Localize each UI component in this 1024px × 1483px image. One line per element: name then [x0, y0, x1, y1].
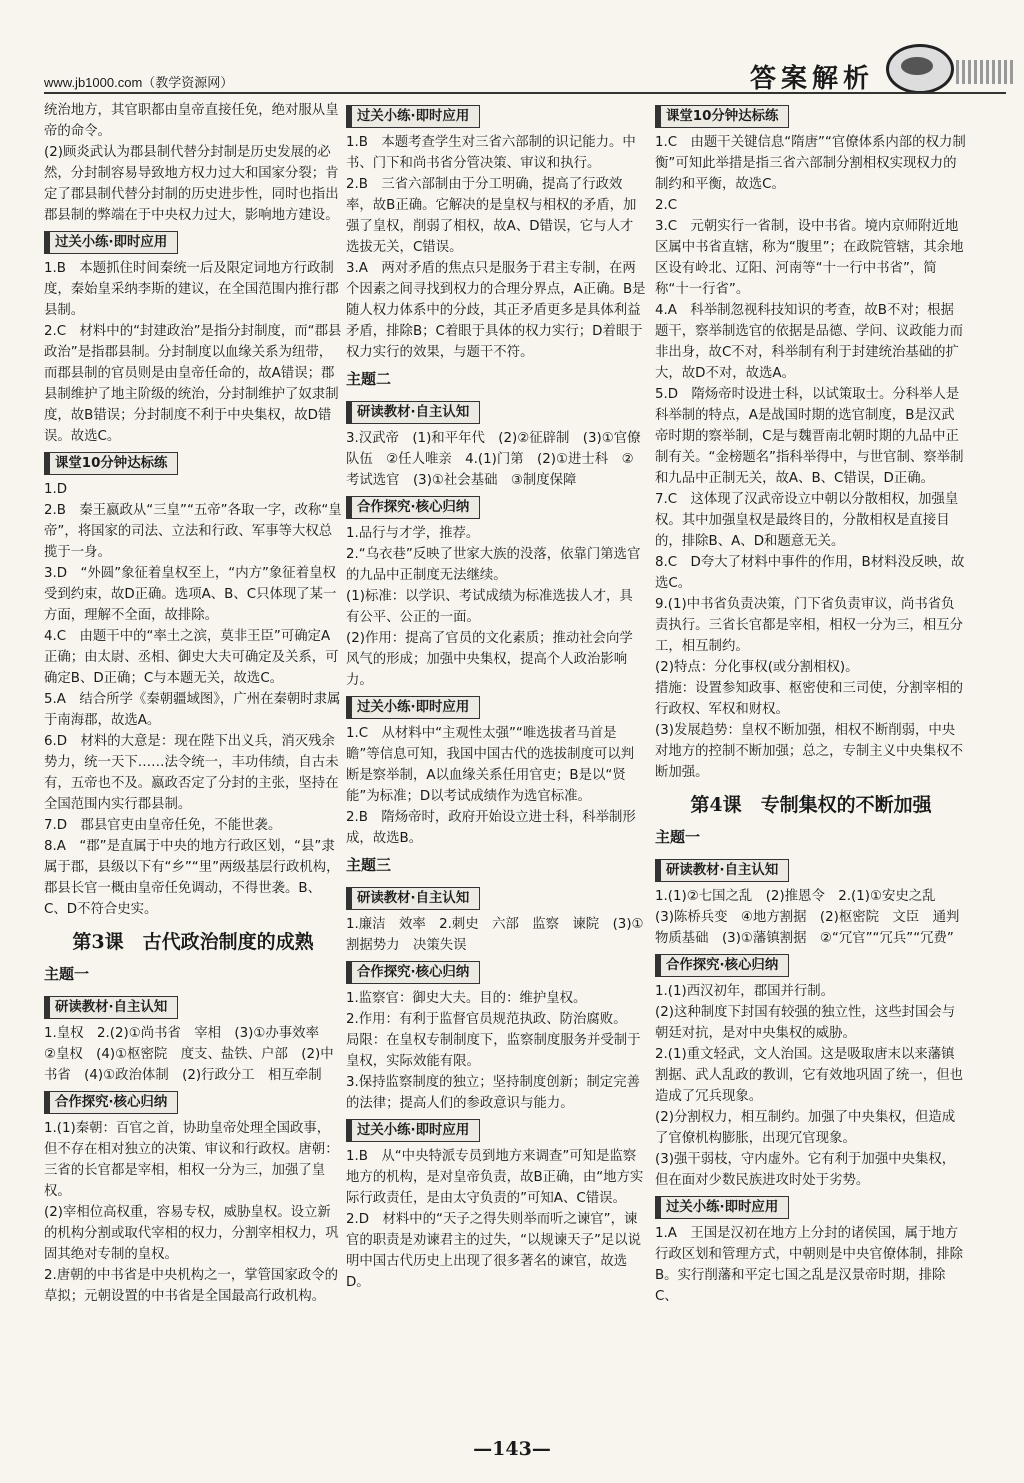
answer-paragraph: 2.作用：有利于监督官员规范执政、防治腐败。 — [346, 1012, 627, 1027]
answer-paragraph: 6.D 材料的大意是：现在陛下出义兵，消灭残余势力，统一天下……法令统一，丰功伟绩，自古未有，五帝也不及。嬴政否定了分封的主张，坚持在全国范围内实行郡县制。 — [44, 734, 339, 812]
answer-paragraph: 1.B 从“中央特派专员到地方来调查”可知是监察地方的机构，是对皇帝负责，故B正确，由“地方实际行政责任，是由太守负责的”可知A、C错误。 — [346, 1149, 644, 1206]
section-heading-row — [346, 956, 646, 988]
answer-paragraph: 2.D 材料中的“天子之得失则举而听之谏官”，谏官的职责是劝谏君主的过失，“以规谏天子”足以说明中国古代历史上出现了很多著名的谏官，故选D。 — [346, 1212, 642, 1290]
answer-paragraph: 1.B 本题抓住时间秦统一后及限定词地方行政制度，秦始皇采纳李斯的建议，在全国范围内推行郡县制。 — [44, 261, 339, 318]
section-heading: 课堂10分钟达标练 — [655, 105, 789, 128]
section-heading-row — [44, 991, 342, 1023]
page-number: —143— — [473, 1438, 551, 1460]
section-heading-row — [655, 854, 967, 886]
answer-paragraph: 1.(1)②七国之乱 (2)推恩令 2.(1)①安史之乱 (3)陈桥兵变 ④地方割据 (2)枢密院 文臣 通判 物质基础 (3)①藩镇割据 ②“冗官”“冗兵”“冗费” — [655, 889, 973, 946]
answer-paragraph: 1.C 从材料中“主观性太强”“唯选拔者马首是瞻”等信息可知，我国中国古代的选拔制度可以判断是察举制，A以血缘关系任用官吏；B是以“贤能”为标准；D以考试成绩作为选官标准。 — [346, 726, 635, 804]
lesson-title: 第3课 古代政治制度的成熟 — [72, 931, 314, 953]
section-heading: 研读教材·自主认知 — [44, 996, 178, 1019]
section-heading-row — [346, 691, 646, 723]
section-heading: 过关小练·即时应用 — [655, 1196, 789, 1219]
section-heading: 研读教材·自主认知 — [346, 401, 480, 424]
section-heading: 合作探究·核心归纳 — [44, 1091, 178, 1114]
answer-paragraph: 5.A 结合所学《秦朝疆域图》，广州在秦朝时隶属于南海郡，故选A。 — [44, 692, 341, 728]
topic-heading: 主题二 — [346, 370, 392, 388]
answer-paragraph: (3)发展趋势：皇权不断加强，相权不断削弱，中央对地方的控制不断加强；总之，专制主义中央集权不断加强。 — [655, 723, 963, 780]
section-heading-row — [346, 491, 646, 523]
answer-paragraph: 2.B 秦王嬴政从“三皇”“五帝”各取一字，改称“皇帝”，将国家的司法、立法和行政、军事等大权总揽于一身。 — [44, 503, 342, 560]
section-heading: 课堂10分钟达标练 — [44, 452, 178, 475]
answer-paragraph: 4.A 科举制忽视科技知识的考查，故B不对；根据题干，察举制选官的依据是品德、学问、议政能力而非出身，故C不对，科举制有利于封建统治基础的扩大，故D不对，故选A。 — [655, 303, 963, 381]
section-heading: 合作探究·核心归纳 — [346, 961, 480, 984]
answer-paragraph: 1.皇权 2.(2)①尚书省 宰相 (3)①办事效率 ②皇权 (4)①枢密院 度支、盐铁、户部 (2)中书省 (4)①政治体制 (2)行政分工 相互牵制 — [44, 1026, 334, 1083]
answer-paragraph: 3.汉武帝 (1)和平年代 (2)②征辟制 (3)①官僚队伍 ②任人唯亲 4.(1)门第 (2)①进士科 ②考试选官 (3)①社会基础 ③制度保障 — [346, 431, 641, 488]
answer-paragraph: (1)标准：以学识、考试成绩为标准选拔人才，具有公平、公正的一面。 — [346, 589, 633, 625]
answer-paragraph: 3.保持监察制度的独立；坚持制度创新；制定完善的法律；提高人们的参政意识与能力。 — [346, 1075, 640, 1111]
section-heading: 过关小练·即时应用 — [346, 696, 480, 719]
section-heading: 过关小练·即时应用 — [346, 105, 480, 128]
answer-paragraph: 3.C 元朝实行一省制，设中书省。境内京师附近地区属中书省直辖，称为“腹里”；在政院管辖，其余地区设有岭北、辽阳、河南等“十一行中书省”，简称“十一行省”。 — [655, 219, 964, 297]
column-middle — [346, 100, 646, 1293]
section-heading: 过关小练·即时应用 — [44, 231, 178, 254]
answer-paragraph: 1.D — [44, 482, 68, 497]
answer-paragraph: 2.C — [655, 198, 678, 213]
answer-paragraph: 1.监察官：御史大夫。目的：维护皇权。 — [346, 991, 587, 1006]
section-heading-row — [346, 882, 646, 914]
answer-paragraph: 5.D 隋炀帝时设进士科，以试策取士。分科举人是科举制的特点，A是战国时期的选官制度，B是汉武帝时期的察举制，C是与魏晋南北朝时期的九品中正制有关。“金榜题名”指科举得中，与世官制、察举制和九品中正制无关，故A、B、C错误，D正确。 — [655, 387, 964, 486]
section-heading-row — [44, 1086, 342, 1118]
section-heading: 合作探究·核心归纳 — [346, 496, 480, 519]
page-header — [0, 0, 1024, 96]
lesson-title: 第4课 专制集权的不断加强 — [690, 794, 932, 816]
header-rule — [44, 92, 1006, 94]
answer-paragraph: 1.A 王国是汉初在地方上分封的诸侯国，属于地方行政区划和管理方式，中朝则是中央官僚体制，排除B。实行削藩和平定七国之乱是汉景帝时期，排除C、 — [655, 1226, 963, 1304]
answer-paragraph: 8.A “郡”是直属于中央的地方行政区划，“县”隶属于郡，县级以下有“乡”“里”两级基层行政机构，郡县长官一概由皇帝任免调动，不得世袭。B、C、D不符合史实。 — [44, 839, 340, 917]
section-heading-row — [44, 226, 342, 258]
answer-paragraph: (2)顾炎武认为郡县制代替分封制是历史发展的必然，分封制容易导致地方权力过大和国家分裂；肯定了郡县制代替分封制的历史进步性，同时也指出郡县制的弊端在于中央权力过大，影响地方建设。 — [44, 145, 339, 223]
column-right — [655, 100, 973, 1307]
answer-paragraph: 7.D 郡县官吏由皇帝任免，不能世袭。 — [44, 818, 282, 833]
answer-paragraph: 措施：设置参知政事、枢密使和三司使，分割宰相的行政权、军权和财权。 — [655, 681, 963, 717]
answer-paragraph: 2.(1)重文轻武，文人治国。这是吸取唐末以来藩镇割据、武人乱政的教训，它有效地巩固了统一，但也造成了冗兵现象。 — [655, 1047, 963, 1104]
answer-paragraph: (2)这种制度下封国有较强的独立性，这些封国会与朝廷对抗，是对中央集权的威胁。 — [655, 1005, 956, 1041]
answer-paragraph: 8.C D夸大了材料中事件的作用，B材料没反映，故选C。 — [655, 555, 965, 591]
column-left — [44, 100, 342, 1307]
section-heading: 合作探究·核心归纳 — [655, 954, 789, 977]
site-url: www.jb1000.com（教学资源网） — [44, 75, 234, 90]
answer-paragraph: 7.C 这体现了汉武帝设立中朝以分散相权，加强皇权。其中加强皇权是最终目的，分散相权是直接目的，排除B、A、D和题意无关。 — [655, 492, 959, 549]
answer-paragraph: 2.“乌衣巷”反映了世家大族的没落，依靠门第选官的九品中正制度无法继续。 — [346, 547, 641, 583]
answer-paragraph: 9.(1)中书省负责决策，门下省负责审议，尚书省负责执行。三省长官都是宰相，相权一分为三，相互分工，相互制约。 — [655, 597, 963, 654]
section-heading-row — [346, 100, 646, 132]
topic-heading: 主题一 — [44, 965, 90, 983]
answer-paragraph: 1.廉洁 效率 2.刺史 六部 监察 谏院 (3)①割据势力 决策失误 — [346, 917, 644, 953]
answer-paragraph: 2.B 隋炀帝时，政府开始设立进士科，科举制形成，故选B。 — [346, 810, 636, 846]
answer-paragraph: (2)特点：分化事权(或分割相权)。 — [655, 660, 859, 675]
header-title: 答案解析 — [750, 64, 875, 94]
topic-heading: 主题一 — [655, 828, 701, 846]
answer-paragraph: (2)分割权力，相互制约。加强了中央集权，但造成了官僚机构膨胀，出现冗官现象。 — [655, 1110, 956, 1146]
section-heading-row — [44, 447, 342, 479]
section-heading-row — [655, 1191, 967, 1223]
section-heading-row — [346, 396, 646, 428]
answer-paragraph: 1.B 本题考查学生对三省六部制的识记能力。中书、门下和尚书省分管决策、审议和执行。 — [346, 135, 636, 171]
answer-paragraph: 统治地方，其官职都由皇帝直接任免，绝对服从皇帝的命令。 — [44, 103, 339, 139]
answer-paragraph: 3.D “外圆”象征着皇权至上，“内方”象征着皇权受到约束，故D正确。选项A、B、C只体现了某一方面，理解不全面，故排除。 — [44, 566, 337, 623]
decorative-stripes — [956, 60, 1014, 84]
answer-paragraph: 1.(1)西汉初年，郡国并行制。 — [655, 984, 835, 999]
section-heading: 过关小练·即时应用 — [346, 1119, 480, 1142]
answer-paragraph: 2.C 材料中的“封建政治”是指分封制度，而“郡县政治”是指郡县制。分封制度以血缘关系为纽带，而郡县制的官员则是由皇帝任命的，故A错误；郡县制维护了地主阶级的统治，分封制维护了奴隶制度，故B错误；分封制度不利于中央集权，故D错误。故选C。 — [44, 324, 342, 444]
section-heading-row — [655, 100, 967, 132]
answer-paragraph: 2.唐朝的中书省是中央机构之一，掌管国家政令的草拟；元朝设置的中书省是全国最高行政机构。 — [44, 1268, 338, 1304]
topic-heading: 主题三 — [346, 856, 392, 874]
answer-paragraph: 1.C 由题干关键信息“隋唐”“官僚体系内部的权力制衡”可知此举措是指三省六部制分割相权实现权力的制约和平衡，故选C。 — [655, 135, 966, 192]
section-heading-row — [655, 949, 967, 981]
answer-paragraph: 局限：在皇权专制制度下，监察制度服务并受制于皇权，实际效能有限。 — [346, 1033, 641, 1069]
answer-paragraph: 1.(1)秦朝：百官之首，协助皇帝处理全国政事，但不存在相对独立的决策、审议和行政权。唐朝：三省的长官都是宰相，相权一分为三，加强了皇权。 — [44, 1121, 339, 1199]
answer-paragraph: (2)宰相位高权重，容易专权，威胁皇权。设立新的机构分割或取代宰相的权力，分割宰相权力，巩固其绝对专制的皇权。 — [44, 1205, 339, 1262]
section-heading: 研读教材·自主认知 — [346, 887, 480, 910]
section-heading-row — [346, 1114, 646, 1146]
answer-paragraph: 2.B 三省六部制由于分工明确，提高了行政效率，故B正确。它解决的是皇权与相权的矛盾，加强了皇权，削弱了相权，故A、D错误，它与人才选拔无关，C错误。 — [346, 177, 637, 255]
answer-paragraph: 4.C 由题干中的“率土之滨，莫非王臣”可确定A正确；由太尉、丞相、御史大夫可确定及关系，可确定B、D正确；C与本题无关，故选C。 — [44, 629, 339, 686]
answer-paragraph: (3)强干弱枝，守内虚外。它有利于加强中央集权，但在面对少数民族进攻时处于劣势。 — [655, 1152, 956, 1188]
section-heading: 研读教材·自主认知 — [655, 859, 789, 882]
answer-paragraph: 1.品行与才学，推荐。 — [346, 526, 480, 541]
answer-paragraph: (2)作用：提高了官员的文化素质；推动社会向学风气的形成；加强中央集权，提高个人政治影响力。 — [346, 631, 633, 688]
answer-paragraph: 3.A 两对矛盾的焦点只是服务于君主专制，在两个因素之间寻找到权力的合理分界点，A正确。B是随人权力体系中的分歧，其正矛盾更多是具体利益矛盾，排除B；C着眼于具体的权力实行；D着眼于权力实行的效果，与题干不符。 — [346, 261, 646, 360]
logo-icon — [886, 44, 954, 94]
